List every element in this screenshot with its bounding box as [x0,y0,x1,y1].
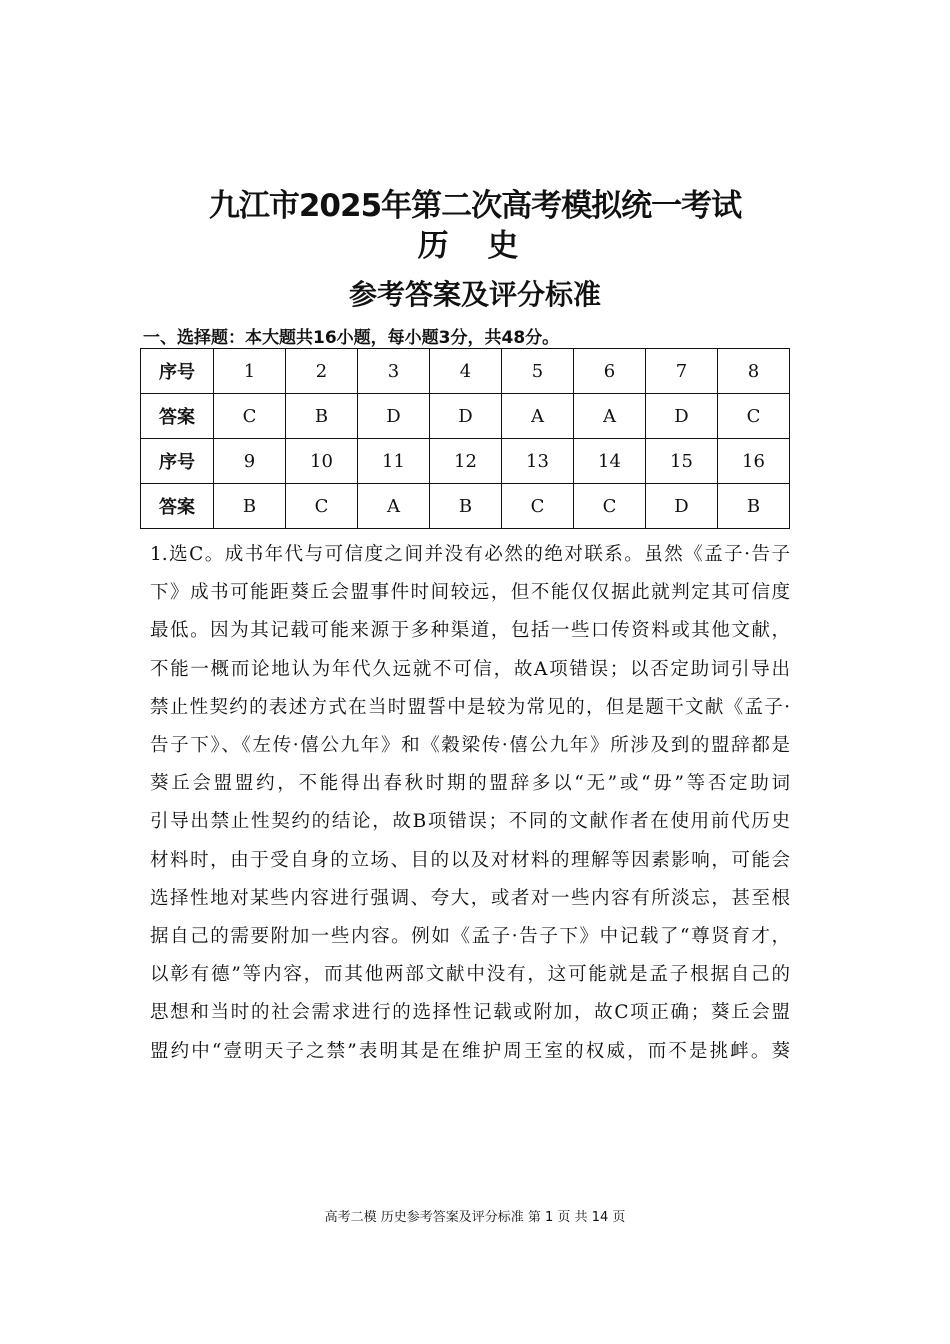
table-cell: 8 [718,349,790,394]
answer-key-title: 参考答案及评分标准 [348,278,601,311]
table-cell: D [358,394,430,439]
table-row [141,439,790,484]
explanation-line: 引导出禁止性契约的结论，故B项错误；不同的文献作者在使用前代历史 [150,811,790,833]
table-cell: 10 [286,439,358,484]
table-cell: C [574,484,646,529]
table-cell: D [430,394,502,439]
section-heading: 一、选择题：本大题共16小题，每小题3分，共48分。 [143,328,560,348]
explanation-line: 最低。因为其记载可能来源于多种渠道，包括一些口传资料或其他文献， [150,620,790,642]
explanation-line: 盟约中“壹明天子之禁”表明其是在维护周王室的权威，而不是挑衅。葵 [150,1040,790,1062]
table-cell: C [502,484,574,529]
table-cell: B [718,484,790,529]
table-cell: B [286,394,358,439]
answer-table [140,348,790,529]
table-cell: A [502,394,574,439]
explanation-line: 思想和当时的社会需求进行的选择性记载或附加，故C项正确；葵丘会盟 [150,1002,790,1024]
subject-title: 历 史 [417,228,533,264]
table-cell: 2 [286,349,358,394]
row-label: 序号 [141,439,214,484]
table-cell: 3 [358,349,430,394]
table-cell: 1 [214,349,286,394]
exam-title: 九江市2025年第二次高考模拟统一考试 [208,188,742,224]
table-cell: 4 [430,349,502,394]
table-row [141,394,790,439]
explanation-line: 不能一概而论地认为年代久远就不可信，故A项错误；以否定助词引导出 [150,658,790,680]
explanation-line: 1.选C。成书年代与可信度之间并没有必然的绝对联系。虽然《孟子·告子 [150,544,790,565]
explanation-line: 告子下》、《左传·僖公九年》和《穀梁传·僖公九年》所涉及到的盟辞都是 [150,735,790,757]
table-cell: D [646,394,718,439]
table-cell: A [574,394,646,439]
explanation-line: 以彰有德”等内容，而其他两部文献中没有，这可能就是孟子根据自己的 [150,964,790,986]
answer-explanation [150,536,790,1071]
table-cell: B [214,484,286,529]
table-cell: 13 [502,439,574,484]
table-row [141,349,790,394]
row-label: 答案 [141,484,214,529]
table-cell: 9 [214,439,286,484]
table-cell: B [430,484,502,529]
table-cell: 11 [358,439,430,484]
explanation-line: 选择性地对某些内容进行强调、夸大，或者对一些内容有所淡忘，甚至根 [150,887,790,909]
row-label: 答案 [141,394,214,439]
table-cell: 6 [574,349,646,394]
table-cell: D [646,484,718,529]
explanation-line: 下》成书可能距葵丘会盟事件时间较远，但不能仅仅据此就判定其可信度 [150,582,790,604]
table-cell: C [718,394,790,439]
explanation-line: 据自己的需要附加一些内容。例如《孟子·告子下》中记载了“尊贤育才， [150,926,790,948]
table-cell: 5 [502,349,574,394]
table-cell: 12 [430,439,502,484]
explanation-line: 葵丘会盟盟约，不能得出春秋时期的盟辞多以“无”或“毋”等否定助词 [150,773,790,795]
table-cell: C [286,484,358,529]
table-cell: 15 [646,439,718,484]
table-cell: 16 [718,439,790,484]
table-cell: 7 [646,349,718,394]
explanation-line: 材料时，由于受自身的立场、目的以及对材料的理解等因素影响，可能会 [150,849,790,871]
explanation-line: 禁止性契约的表述方式在当时盟誓中是较为常见的，但是题干文献《孟子· [150,696,790,718]
page-footer: 高考二模 历史参考答案及评分标准 第 1 页 共 14 页 [324,1210,626,1225]
table-cell: C [214,394,286,439]
table-row [141,484,790,529]
table-cell: A [358,484,430,529]
table-cell: 14 [574,439,646,484]
row-label: 序号 [141,349,214,394]
